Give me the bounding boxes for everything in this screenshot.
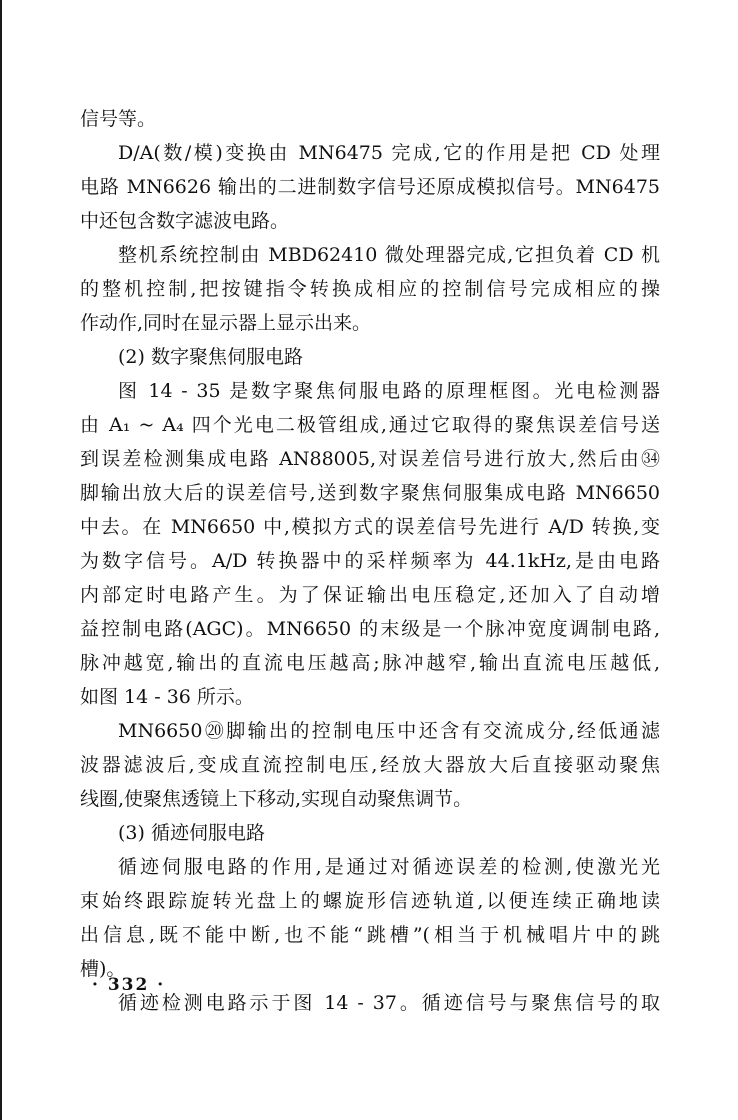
text-line: (2) 数字聚焦伺服电路 [118,346,303,368]
text-line: MN6650⑳脚输出的控制电压中还含有交流成分,经低通滤 [118,720,660,742]
text-line: 内部定时电路产生。为了保证输出电压稳定,还加入了自动增 [80,584,660,606]
text-line: 由 A₁ ~ A₄ 四个光电二极管组成,通过它取得的聚焦误差信号送 [80,414,660,436]
text-line: 到误差检测集成电路 AN88005,对误差信号进行放大,然后由㉞ [80,448,660,470]
page-edge-rule [0,0,2,1120]
text-line: 益控制电路(AGC)。MN6650 的末级是一个脉冲宽度调制电路, [80,618,660,640]
text-line: 的整机控制,把按键指令转换成相应的控制信号完成相应的操 [80,278,660,300]
page-body [80,102,660,1020]
text-line: 束始终跟踪旋转光盘上的螺旋形信迹轨道,以便连续正确地读 [80,890,660,912]
text-line: 整机系统控制由 MBD62410 微处理器完成,它担负着 CD 机 [118,244,660,266]
page-number: · 332 · [92,975,166,995]
text-line: 电路 MN6626 输出的二进制数字信号还原成模拟信号。MN6475 [80,176,660,198]
text-line: D/A(数/模)变换由 MN6475 完成,它的作用是把 CD 处理 [118,142,660,164]
text-line: 槽)。 [80,958,126,980]
text-line: 图 14 - 35 是数字聚焦伺服电路的原理框图。光电检测器 [118,380,660,402]
text-line: 循迹检测电路示于图 14 - 37。循迹信号与聚焦信号的取 [118,992,660,1014]
text-line: 线圈,使聚焦透镜上下移动,实现自动聚焦调节。 [80,788,473,810]
text-line: 脚输出放大后的误差信号,送到数字聚焦伺服集成电路 MN6650 [80,482,660,504]
text-line: 为数字信号。A/D 转换器中的采样频率为 44.1kHz,是由电路 [80,550,660,572]
text-line: 波器滤波后,变成直流控制电压,经放大器放大后直接驱动聚焦 [80,754,660,776]
text-line: 循迹伺服电路的作用,是通过对循迹误差的检测,使激光光 [118,856,660,878]
text-line: 出信息,既不能中断,也不能“跳槽”(相当于机械唱片中的跳 [80,924,660,946]
text-line: 信号等。 [80,108,157,130]
text-line: 中去。在 MN6650 中,模拟方式的误差信号先进行 A/D 转换,变 [80,516,660,538]
text-line: 中还包含数字滤波电路。 [80,210,290,232]
text-line: 如图 14 - 36 所示。 [80,686,254,708]
text-line: (3) 循迹伺服电路 [118,822,265,844]
text-line: 作动作,同时在显示器上显示出来。 [80,312,372,334]
text-line: 脉冲越宽,输出的直流电压越高;脉冲越窄,输出直流电压越低, [80,652,660,674]
